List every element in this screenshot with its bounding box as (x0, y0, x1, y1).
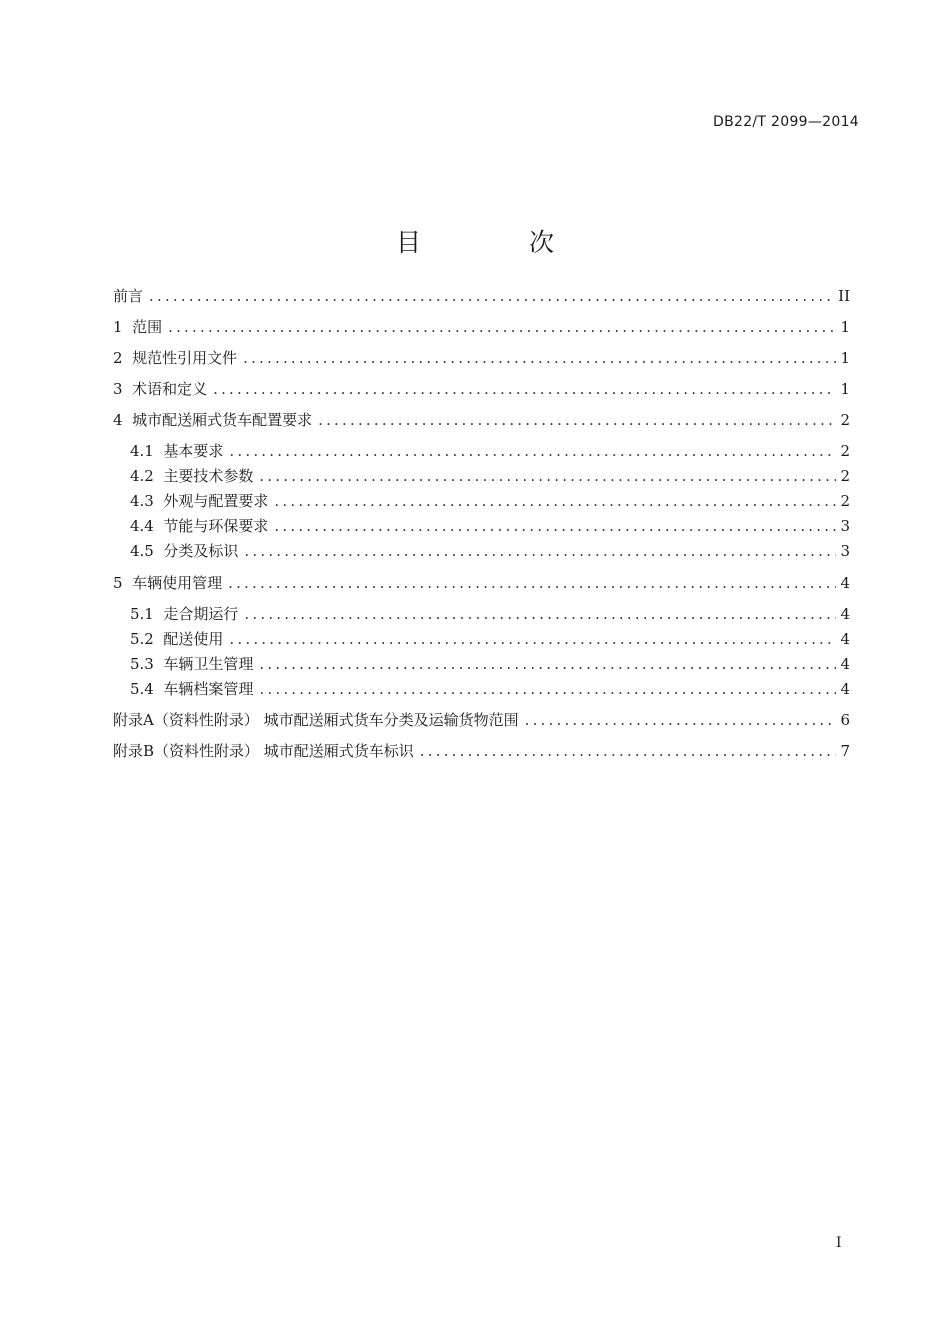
toc-item-page: 3 (840, 517, 850, 535)
toc-item-number: 4 (113, 411, 133, 429)
toc-item-label: 术语和定义 (132, 380, 208, 398)
toc-item-page: 1 (840, 349, 850, 367)
toc-leader-dots (213, 377, 836, 401)
toc-item-number: 4.5 (130, 542, 164, 560)
toc-item-label: 规范性引用文件 (132, 349, 238, 367)
toc-item-label: 基本要求 (163, 442, 224, 460)
toc-item-page: 7 (840, 742, 850, 760)
toc-item-label: 节能与环保要求 (163, 517, 269, 535)
toc-item-page: 4 (840, 605, 850, 623)
toc-leader-dots (259, 464, 836, 488)
toc-item-page: 2 (840, 492, 850, 510)
toc-item-delivery-use[interactable] (113, 627, 850, 651)
toc-item-preface[interactable] (113, 284, 850, 308)
footer-page-number: I (836, 1235, 842, 1251)
toc-item-number: 5.3 (130, 655, 164, 673)
toc-item-scope[interactable] (113, 315, 850, 339)
toc-item-label: 附录B（资料性附录） 城市配送厢式货车标识 (113, 742, 414, 760)
toc-leader-dots (168, 315, 836, 339)
toc-item-number: 4.4 (130, 517, 164, 535)
toc-item-label: 配送使用 (163, 630, 224, 648)
toc-item-label: 范围 (132, 318, 163, 336)
toc-leader-dots (274, 514, 836, 538)
toc-item-label: 车辆档案管理 (163, 680, 254, 698)
toc-item-main-technical-parameters[interactable] (113, 464, 850, 488)
toc-leader-dots (525, 708, 836, 732)
toc-item-page: 6 (840, 711, 850, 729)
toc-leader-dots (420, 739, 836, 763)
toc-leader-dots (274, 489, 836, 513)
toc-item-number: 4.2 (130, 467, 164, 485)
toc-item-page: 2 (840, 467, 850, 485)
toc-item-terms-definitions[interactable] (113, 377, 850, 401)
toc-leader-dots (229, 627, 836, 651)
toc-item-number: 5.1 (130, 605, 164, 623)
page-title: 目 次 (396, 227, 604, 257)
toc-item-page: 4 (840, 655, 850, 673)
toc-item-classification-marking[interactable] (113, 539, 850, 563)
toc-item-page: 4 (840, 680, 850, 698)
toc-leader-dots (318, 408, 836, 432)
toc-item-energy-environmental[interactable] (113, 514, 850, 538)
toc-item-label: 主要技术参数 (163, 467, 254, 485)
toc-item-number: 5 (113, 574, 133, 592)
toc-item-label: 附录A（资料性附录） 城市配送厢式货车分类及运输货物范围 (113, 711, 519, 729)
toc-item-number: 1 (113, 318, 133, 336)
toc-item-label: 分类及标识 (163, 542, 239, 560)
toc-leader-dots (244, 539, 836, 563)
toc-item-vehicle-management[interactable] (113, 571, 850, 595)
toc-item-number: 2 (113, 349, 133, 367)
toc-item-page: 1 (840, 318, 850, 336)
toc-item-page: 2 (840, 411, 850, 429)
toc-item-vehicle-records[interactable] (113, 677, 850, 701)
toc-item-normative-references[interactable] (113, 346, 850, 370)
toc-item-page: 1 (840, 380, 850, 398)
toc-item-label: 城市配送厢式货车配置要求 (132, 411, 313, 429)
toc-leader-dots (228, 571, 836, 595)
toc-leader-dots (149, 284, 834, 308)
toc-item-page: II (838, 287, 850, 305)
toc-leader-dots (244, 602, 836, 626)
toc-item-appendix-b[interactable] (113, 739, 850, 763)
toc-item-number: 5.2 (130, 630, 164, 648)
doc-code: DB22/T 2099—2014 (713, 114, 859, 130)
toc-leader-dots (259, 677, 836, 701)
toc-item-page: 2 (840, 442, 850, 460)
toc-item-vehicle-hygiene[interactable] (113, 652, 850, 676)
toc-item-appendix-a[interactable] (113, 708, 850, 732)
toc-leader-dots (259, 652, 836, 676)
toc-item-label: 前言 (113, 287, 144, 305)
toc-item-page: 3 (840, 542, 850, 560)
toc-item-configuration-requirements[interactable] (113, 408, 850, 432)
toc-item-number: 5.4 (130, 680, 164, 698)
toc-item-label: 走合期运行 (163, 605, 239, 623)
toc-leader-dots (229, 439, 836, 463)
toc-item-label: 外观与配置要求 (163, 492, 269, 510)
toc-item-label: 车辆卫生管理 (163, 655, 254, 673)
toc-item-appearance-configuration[interactable] (113, 489, 850, 513)
toc-item-page: 4 (840, 574, 850, 592)
toc-item-number: 4.3 (130, 492, 164, 510)
toc-item-label: 车辆使用管理 (132, 574, 223, 592)
toc-leader-dots (243, 346, 836, 370)
toc-item-page: 4 (840, 630, 850, 648)
toc-item-basic-requirements[interactable] (113, 439, 850, 463)
toc-item-number: 4.1 (130, 442, 164, 460)
toc-item-number: 3 (113, 380, 133, 398)
toc-item-run-in-operation[interactable] (113, 602, 850, 626)
